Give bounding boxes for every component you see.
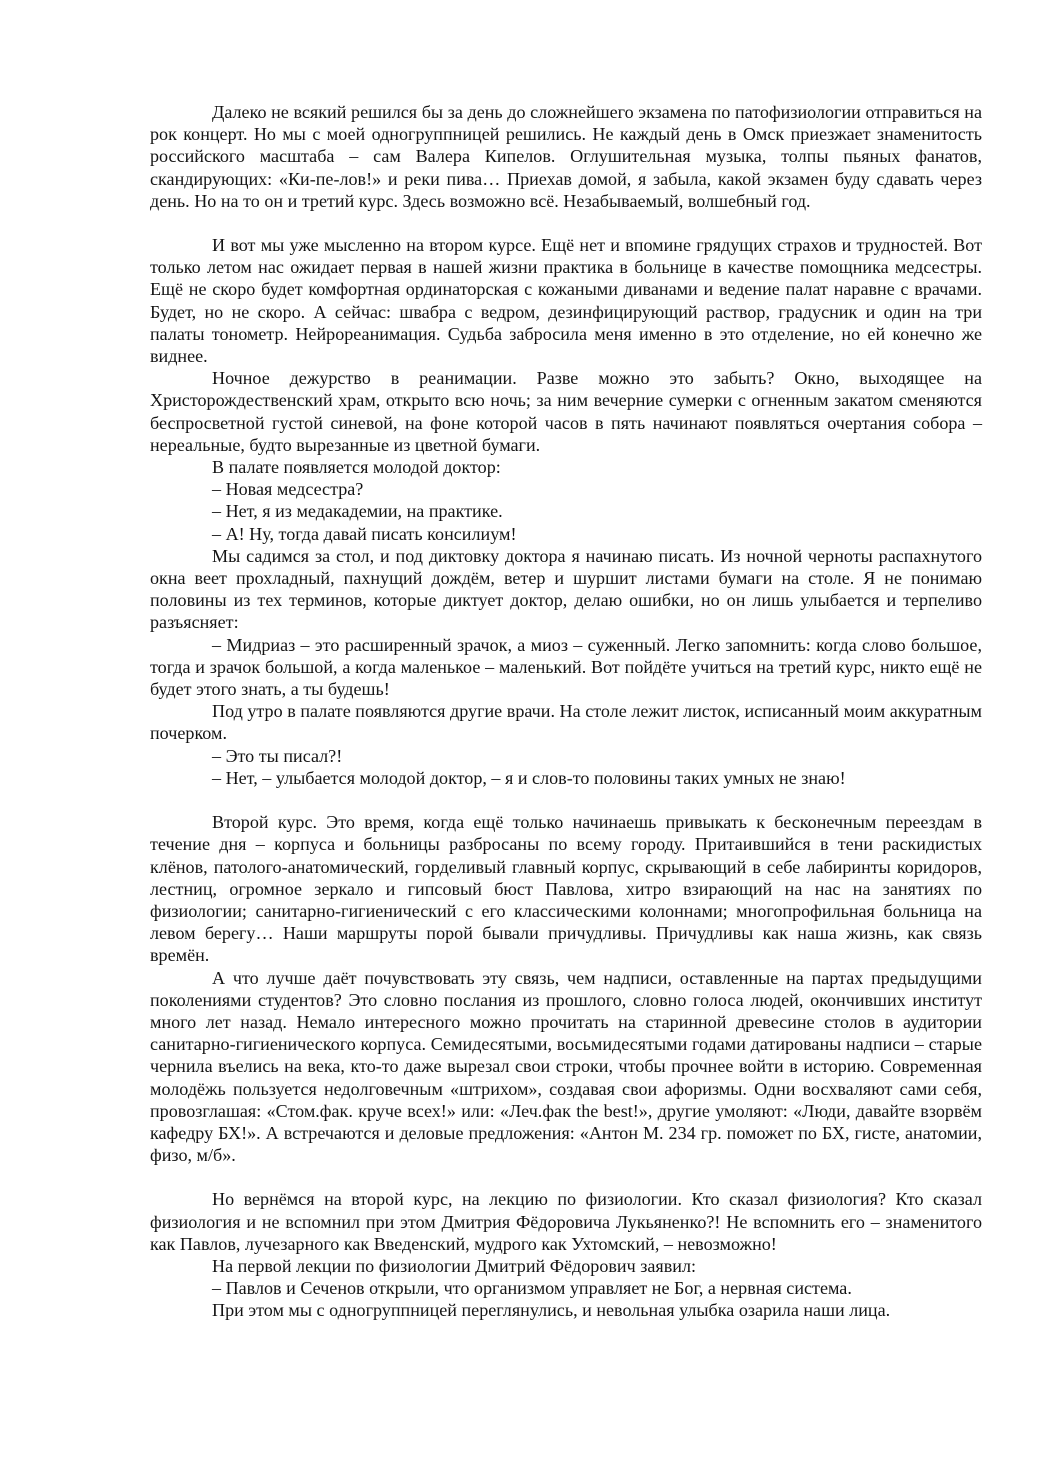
paragraph-campus: Второй курс. Это время, когда ещё только начинаешь привыкать к бесконечным переездам в течение дня – корпуса и больницы разбросаны по всему городу. Притаившийся в тени раскидистых клёнов, патолого-анатомический, горделивый главный корпус, скрывающий в себе лабиринты коридоров, лестниц, огромное зеркало и гипсовый бюст Павлова, хитро взирающий на нас на занятиях по физиологии; санитарно-гигиенический с его классическими колоннами; многопрофильная больница на левом берегу… Наши маршруты порой бывали причудливы. Причудливы как наша жизнь, как связь времён.	[150, 812, 982, 966]
dialogue-line: – А! Ну, тогда давай писать консилиум!	[212, 523, 517, 544]
dialogue-line: – Павлов и Сеченов открыли, что организмом управляет не Бог, а нервная система.	[212, 1278, 852, 1299]
paragraph-night-shift: Ночное дежурство в реанимации. Разве можно это забыть? Окно, выходящее на Христорождественский храм, открыто всю ночь; за ним вечерние сумерки с огненным закатом сменяются беспросветной густой синевой, на фоне которой часов в пять начинают появляться очертания собора – нереальные, будто вырезанные из цветной бумаги.	[150, 368, 982, 455]
dialogue-line: – Нет, я из медакадемии, на практике.	[212, 501, 503, 522]
dialogue-line: – Это ты писал?!	[212, 745, 343, 766]
paragraph-concert: Далеко не всякий решился бы за день до сложнейшего экзамена по патофизиологии отправиться на рок концерт. Но мы с моей одногруппницей решились. Не каждый день в Омск приезжает знаменитость российского масштаба – сам Валера Кипелов. Оглушительная музыка, толпы пьяных фанатов, скандирующих: «Ки-пе-лов!» и реки пива… Приехав домой, я забыла, какой экзамен буду сдавать через день. Но на то он и третий курс. Здесь возможно всё. Незабываемый, волшебный год.	[150, 102, 982, 211]
paragraph-closing: При этом мы с одногруппницей переглянулись, и невольная улыбка озарила наши лица.	[212, 1300, 891, 1321]
dialogue-line: – Мидриаз – это расширенный зрачок, а миоз – суженный. Легко запомнить: когда слово большое, тогда и зрачок большой, а когда маленькое – маленький. Вот пойдёте учиться на третий курс, никто ещё не будет этого знать, а ты будешь!	[150, 634, 982, 700]
paragraph-first-lecture: На первой лекции по физиологии Дмитрий Фёдорович заявил:	[212, 1255, 697, 1276]
paragraph-second-course: И вот мы уже мысленно на втором курсе. Ещё нет и впомине грядущих страхов и трудностей. Вот только летом нас ожидает первая в нашей жизни практика в больнице в качестве помощника медсестры. Ещё не скоро будет комфортная ординаторская с кожаными диванами и ведение палат наравне с врачами. Будет, но не скоро. А сейчас: швабра с ведром, дезинфицирующий раствор, градусник и один на три палаты тонометр. Нейрореанимация. Судьба забросила меня именно в это отделение, но ей конечно же виднее.	[150, 235, 982, 367]
paragraph-morning: Под утро в палате появляются другие врачи. На столе лежит листок, исписанный моим аккуратным почерком.	[150, 701, 982, 744]
paragraph-desk-inscriptions: А что лучше даёт почувствовать эту связь, чем надписи, оставленные на партах предыдущими поколениями студентов? Это словно послания из прошлого, словно голоса людей, окончивших институт много лет назад. Немало интересного можно прочитать на старинной древесине столов в аудитории санитарно-гигиенического корпуса. Семидесятыми, восьмидесятыми годами датированы надписи – старые чернила въелись на века, кто-то даже вырезал свои строки, чтобы прочнее войти в историю. Современная молодёжь пользуется недолговечным «штрихом», создавая свои афоризмы. Одни восхваляют сами себя, провозглашая: «Стом.фак. круче всех!» или: «Леч.фак the best!», другие умоляют: «Люди, давайте взорвём кафедру БХ!». А встречаются и деловые предложения: «Антон М. 234 гр. поможет по БХ, гисте, анатомии, физо, м/б».	[150, 967, 982, 1166]
paragraph-dictation: Мы садимся за стол, и под диктовку доктора я начинаю писать. Из ночной черноты распахнутого окна веет прохладный, пахнущий дождём, ветер и шуршит листами бумаги на столе. Я не понимаю половины из тех терминов, которые диктует доктор, делаю ошибки, но он лишь улыбается и терпеливо разъясняет:	[150, 545, 982, 633]
paragraph-physiology-lecture: Но вернёмся на второй курс, на лекцию по физиологии. Кто сказал физиология? Кто сказал физиология и не вспомнил при этом Дмитрия Фёдоровича Лукьяненко?! Не вспомнить его – знаменитого как Павлов, лучезарного как Введенский, мудрого как Ухтомский, – невозможно!	[150, 1189, 982, 1254]
paragraph-young-doctor: В палате появляется молодой доктор:	[212, 457, 501, 478]
dialogue-line: – Новая медсестра?	[212, 479, 364, 500]
dialogue-line: – Нет, – улыбается молодой доктор, – я и слов-то половины таких умных не знаю!	[212, 767, 846, 788]
document-page	[150, 101, 982, 1322]
